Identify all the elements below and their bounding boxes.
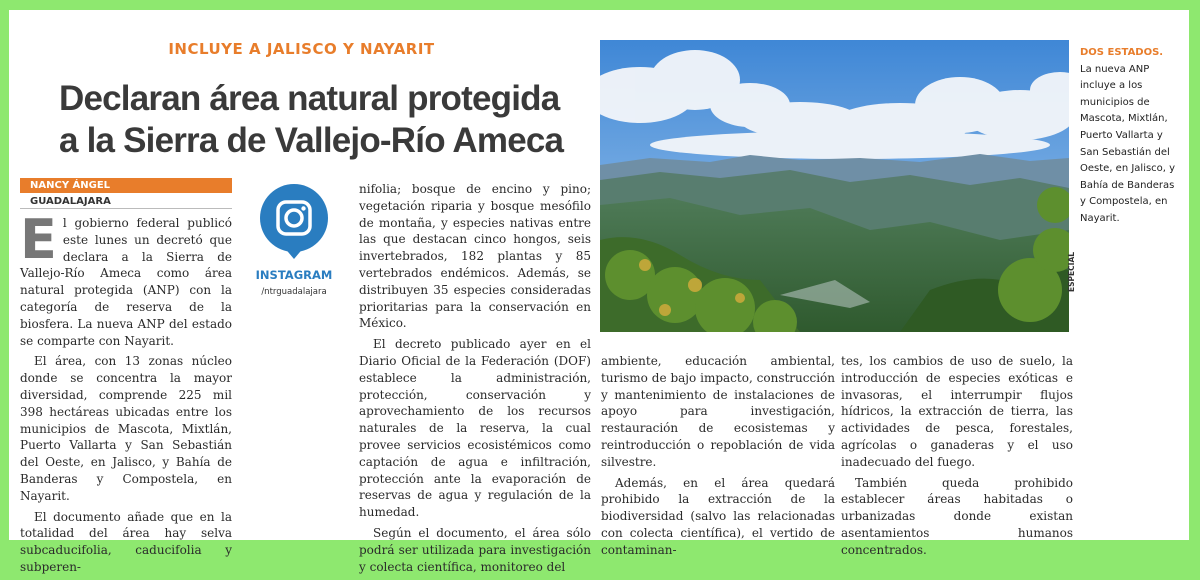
instagram-label: INSTAGRAM [255,268,333,282]
paragraph: tes, los cambios de uso de suelo, la introducción de especies exóticas e invasoras, el interrumpir flujos hídricos, la extracción de tierra, las actividades de pesca, forestales, agrícolas o ganaderas y el uso inadecuado del fuego. [841,354,1073,469]
article-column-1 [20,208,232,580]
article-column-4 [841,353,1073,563]
headline [59,78,619,162]
caption-title: DOS ESTADOS. [1080,47,1164,58]
article-column-3 [601,353,835,563]
headline-line-2: a la Sierra de Vallejo-Río Ameca [59,121,564,160]
instagram-icon [255,182,333,260]
author-name: NANCY ÁNGEL [20,178,232,193]
kicker: INCLUYE A JALISCO Y NAYARIT [168,40,435,58]
photo-caption [1080,45,1180,228]
paragraph: El área, con 13 zonas núcleo donde se concentra la mayor diversidad, comprende 225 mil 398 hectáreas ubicadas entre los municipios de Mascota, Mixtlán, Puerto Vallarta y San Sebastián del Oeste, en Jalisco, y Bahía de Banderas y Compostela, en Nayarit. [20,354,232,503]
paragraph [20,208,232,349]
headline-line-1: Declaran área natural protegida [59,79,560,118]
paragraph: También queda prohibido establecer áreas habitadas o urbanizadas donde existan asentamientos humanos concentrados. [841,475,1073,557]
paragraph: El documento añade que en la totalidad del área hay selva subcaducifolia, caducifolia y subperen- [20,509,232,574]
paragraph-text: l gobierno federal publicó este lunes un decretó que declara a la Sierra de Vallejo-Río Ameca como área natural protegida (ANP) con la categoría de reserva de la biosfera. La nueva ANP del estado se comparte con Nayarit. [20,216,232,348]
paragraph: ambiente, educación ambiental, turismo de bajo impacto, construcción y mantenimiento de instalaciones de apoyo para investigación, restauración de ecosistemas y reintroducción o repoblación de vida silvestre. [601,354,835,469]
paragraph: Además, en el área quedará prohibido la extracción de la biodiversidad (salvo las relacionadas con colecta científica), el vertido de contaminan- [601,475,835,557]
article-column-2 [359,181,591,579]
paragraph: El decreto publicado ayer en el Diario Oficial de la Federación (DOF) establece la administración, protección, conservación y aprovechamiento de los recursos naturales de la reserva, la cual provee servicios ecosistémicos como captación de agua e infiltración, protección ante la evaporación de reservas de agua y regulación de la humedad. [359,337,591,520]
drop-cap: E [20,208,57,271]
caption-text: La nueva ANP incluye a los municipios de Mascota, Mixtlán, Puerto Vallarta y San Sebastián del Oeste, en Jalisco, y Bahía de Banderas y Compostela, en Nayarit. [1080,63,1176,224]
instagram-promo[interactable] [249,182,339,312]
paragraph: nifolia; bosque de encino y pino; vegetación riparia y bosque mesófilo de montaña, y especies nativas entre las que destacan cinco hongos, seis invertebrados, 182 plantas y 85 vertebrados endémicos. Además, se distribuyen 35 especies consideradas prioritarias para la conservación en México. [359,182,591,331]
dateline-place: GUADALAJARA [20,195,232,209]
instagram-handle[interactable]: /ntrguadalajara [261,287,327,297]
paragraph: Según el documento, el área sólo podrá ser utilizada para investigación y colecta científica, monitoreo del [359,525,591,574]
newspaper-page [9,10,1189,574]
photo-credit: ESPECIAL [1067,251,1076,292]
landscape-photo [600,40,1069,332]
